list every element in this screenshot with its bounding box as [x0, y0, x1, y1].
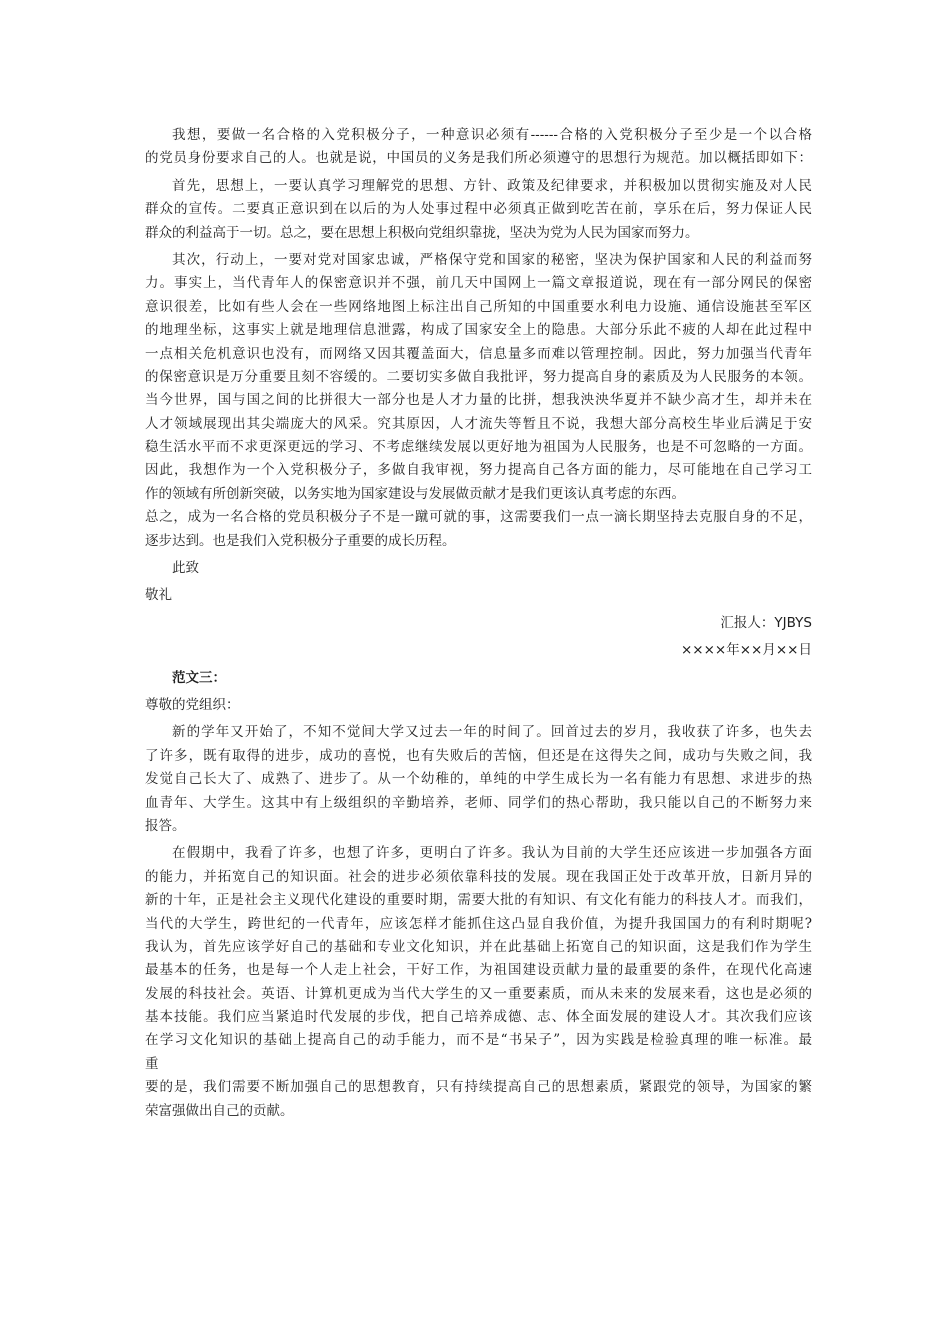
text-line: 意识很差，比如有些人会在一些网络地图上标注出自己所知的中国重要水利电力设施、通信设施甚至军区 [145, 298, 812, 315]
document-page [145, 124, 812, 1123]
closing-text: 此致 [172, 560, 199, 577]
text-line: 一点相关危机意识也没有，而网络又因其覆盖面大，信息量多而难以管理控制。因此，努力加强当代青年 [145, 345, 812, 362]
paragraph-2 [145, 175, 812, 245]
text-line: 荣富强做出自己的贡献。 [145, 1102, 294, 1119]
text-line: 发觉自己长大了、成熟了、进步了。从一个幼稚的，单纯的中学生成长为一名有能力有思想、求进步的热 [145, 771, 812, 788]
text-line: 稳生活水平而不求更深更远的学习、不考虑继续发展以更好地为祖国为人民服务，也是不可忽略的一方面。 [145, 439, 812, 456]
reporter-signature: 汇报人：YJBYS [720, 614, 812, 631]
text-line: 基本技能。我们应当紧追时代发展的步伐，把自己培养成德、志、体全面发展的建设人才。其次我们应该 [145, 1009, 812, 1026]
salute-text: 敬礼 [145, 587, 172, 604]
text-line: 作的领域有所创新突破，以务实地为国家建设与发展做贡献才是我们更该认真考虑的东西。 [145, 485, 685, 502]
text-line: 报答。 [145, 817, 186, 834]
text-line: 的能力，并拓宽自己的知识面。社会的进步必须依靠科技的发展。现在我国正处于改革开放，日新月异的 [145, 868, 812, 885]
text-line: 首先，思想上，一要认真学习理解党的思想、方针、政策及纪律要求，并积极加以贯彻实施及对人民 [172, 177, 812, 194]
text-line: 因此，我想作为一个入党积极分子，多做自我审视，努力提高自己各方面的能力，尽可能地在自己学习工 [145, 462, 812, 479]
text-line: 我认为，首先应该学好自己的基础和专业文化知识，并在此基础上拓宽自己的知识面，这是我们作为学生 [145, 938, 812, 955]
text-line: 最基本的任务，也是每一个人走上社会，干好工作，为祖国建设贡献力量的最重要的条件，在现代化高速 [145, 962, 812, 979]
text-line: 其次，行动上，一要对党对国家忠诚，严格保守党和国家的秘密，坚决为保护国家和人民的利益而努 [172, 251, 812, 268]
text-line: 了许多，既有取得的进步，成功的喜悦，也有失败后的苦恼，但还是在这得失之间，成功与失败之间，我 [145, 747, 812, 764]
text-line: 我想，要做一名合格的入党积极分子，一种意识必须有------合格的入党积极分子至少是一个以合格 [172, 127, 812, 143]
paragraph-4 [145, 506, 812, 553]
text-line: 的保密意识是万分重要且刻不容缓的。二要切实多做自我批评，努力提高自身的素质及为人民服务的本领。 [145, 368, 812, 385]
text-line: 血青年、大学生。这其中有上级组织的辛勤培养，老师、同学们的热心帮助，我只能以自己的不断努力来 [145, 794, 812, 811]
text-line: 群众的利益高于一切。总之，要在思想上积极向党组织靠拢，坚决为党为人民为国家而努力。 [145, 224, 699, 241]
report-date: ××××年××月××日 [681, 642, 812, 659]
text-line: 在假期中，我看了许多，也想了许多，更明白了许多。我认为目前的大学生还应该进一步加强各方面 [172, 845, 812, 862]
text-line: 当今世界，国与国之间的比拼很大一部分也是人才力量的比拼，想我泱泱华夏并不缺少高才生，却并未在 [145, 392, 812, 409]
text-line: 新的十年，正是社会主义现代化建设的重要时期，需要大批的有知识、有文化有能力的科技人才。而我们， [145, 892, 812, 909]
section-heading: 范文三： [172, 669, 226, 686]
paragraph-3 [145, 249, 812, 506]
text-line: 群众的宣传。二要真正意识到在以后的为人处事过程中必须真正做到吃苦在前，享乐在后，努力保证人民 [145, 201, 812, 218]
text-line: 重 [145, 1055, 159, 1072]
text-line: 的党员身份要求自己的人。也就是说，中国员的义务是我们所必须遵守的思想行为规范。加以概括即如下： [145, 150, 812, 167]
text-line: 新的学年又开始了，不知不觉间大学又过去一年的时间了。回首过去的岁月，我收获了许多，也失去 [172, 724, 812, 741]
text-line: 逐步达到。也是我们入党积极分子重要的成长历程。 [145, 532, 456, 549]
paragraph-5 [145, 721, 812, 838]
text-line: 总之，成为一名合格的党员积极分子不是一蹴可就的事，这需要我们一点一滴长期坚持去克服自身的不足， [145, 509, 812, 526]
text-line: 当代的大学生，跨世纪的一代青年，应该怎样才能抓住这凸显自我价值，为提升我国国力的有利时期呢? [145, 915, 812, 932]
greeting-text: 尊敬的党组织： [145, 696, 240, 713]
text-line: 发展的科技社会。英语、计算机更成为当代大学生的又一重要素质，而从未来的发展来看，这也是必须的 [145, 985, 812, 1002]
paragraph-6 [145, 842, 812, 1123]
text-line: 人才领域展现出其尖端庞大的风采。究其原因，人才流失等暂且不说，我想大部分高校生毕业后满足于安 [145, 415, 812, 432]
paragraph-1 [145, 124, 812, 171]
text-line: 的地理坐标，这事实上就是地理信息泄露，构成了国家安全上的隐患。大部分乐此不疲的人却在此过程中 [145, 322, 812, 339]
text-line: 要的是，我们需要不断加强自己的思想教育，只有持续提高自己的思想素质，紧跟党的领导，为国家的繁 [145, 1079, 812, 1096]
text-line: 力。事实上，当代青年人的保密意识并不强，前几天中国网上一篇文章报道说，现在有一部分网民的保密 [145, 275, 812, 292]
text-line: 在学习文化知识的基础上提高自己的动手能力，而不是“书呆子”，因为实践是检验真理的唯一标准。最 [145, 1032, 812, 1049]
